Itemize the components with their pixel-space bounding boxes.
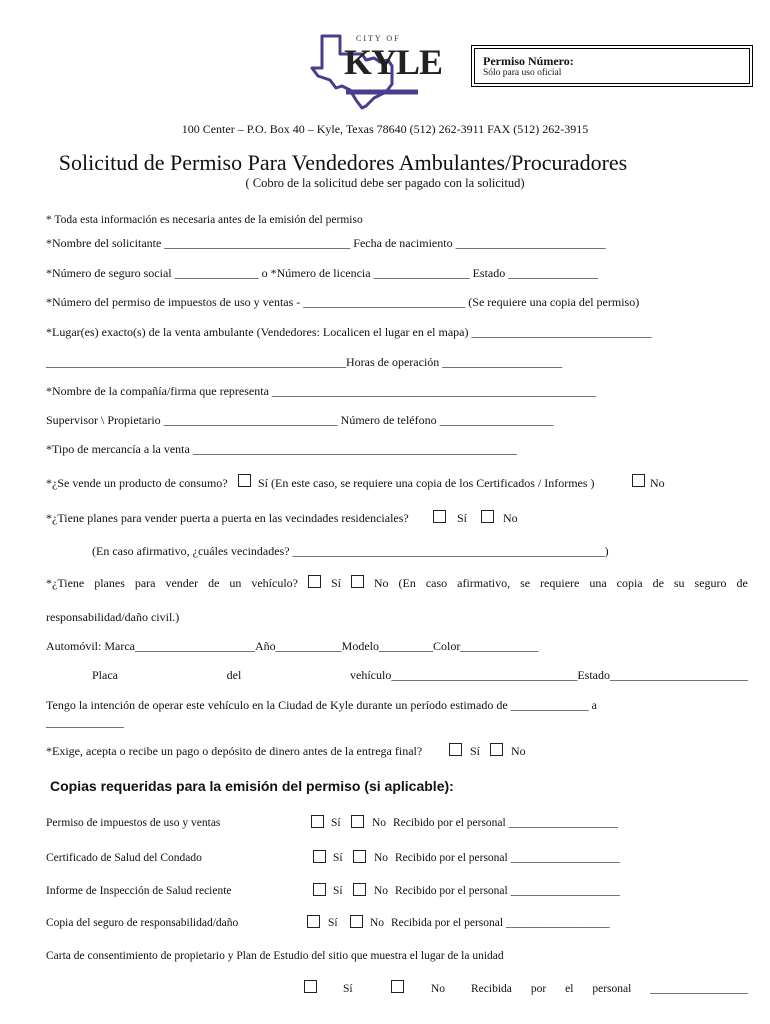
copy-row-received-line[interactable]: Recibido por el personal ___________________ bbox=[395, 852, 620, 864]
copy-row-label: Copia del seguro de responsabilidad/daño bbox=[46, 917, 239, 929]
door-no-checkbox[interactable] bbox=[481, 510, 494, 523]
operation-period-line[interactable]: Tengo la intención de operar este vehículo en la Ciudad de Kyle durante un período estimado de _____________ a bbox=[46, 698, 597, 712]
consent-yes-checkbox[interactable] bbox=[304, 980, 317, 993]
copy-row-no-label: No bbox=[370, 917, 385, 929]
copy-row-yes-label: Sí bbox=[333, 852, 343, 864]
ssn-license-line[interactable]: *Número de seguro social ______________ o *Número de licencia ________________ Estado _______________ bbox=[46, 266, 599, 280]
sales-tax-permit-line[interactable]: *Número del permiso de impuestos de uso y ventas - ___________________________ (Se requiere una copia del permiso) bbox=[46, 295, 640, 309]
consent-received-word: _________________ bbox=[650, 983, 748, 995]
payment-yes-checkbox[interactable] bbox=[449, 743, 462, 756]
plate-word: Placa bbox=[92, 668, 118, 682]
consent-received-word: Recibida bbox=[471, 983, 512, 995]
copy-row-yes-checkbox[interactable] bbox=[311, 815, 324, 828]
consent-letter-label: Carta de consentimiento de propietario y Plan de Estudio del sitio que muestra el lugar de la unidad bbox=[46, 950, 504, 962]
consumer-no-checkbox[interactable] bbox=[632, 474, 645, 487]
vehicle-note-word: una bbox=[589, 576, 607, 590]
copy-row-yes-checkbox[interactable] bbox=[307, 915, 320, 928]
door-to-door-question: *¿Tiene planes para vender puerta a puerta en las vecindades residenciales? bbox=[46, 511, 409, 525]
permit-number-box bbox=[474, 48, 750, 84]
vehicle-note-word: caso bbox=[425, 576, 448, 590]
supervisor-phone-line[interactable]: Supervisor \ Propietario _____________________________ Número de teléfono ___________________ bbox=[46, 413, 554, 427]
copy-row-no-checkbox[interactable] bbox=[350, 915, 363, 928]
consent-received-word: el bbox=[565, 983, 574, 995]
neighborhoods-line[interactable]: (En caso afirmativo, ¿cuáles vecindades? ____________________________________________________) bbox=[92, 544, 609, 558]
copy-row-yes-label: Sí bbox=[333, 885, 343, 897]
vehicle-note-word: se bbox=[520, 576, 531, 590]
consent-no-label: No bbox=[431, 983, 446, 995]
logo-name: KYLE bbox=[344, 42, 443, 82]
vehicle-plate-line[interactable] bbox=[92, 668, 748, 683]
vehicle-yes-label: Sí bbox=[330, 576, 341, 590]
plate-word: vehículo_______________________________Estado_______________________ bbox=[350, 668, 748, 682]
copy-row-label: Permiso de impuestos de uso y ventas bbox=[46, 817, 221, 829]
vehicle-question-row bbox=[46, 576, 748, 591]
operation-period-continuation[interactable]: _____________ bbox=[46, 715, 124, 729]
city-of-kyle-logo bbox=[300, 28, 443, 110]
copy-row-no-label: No bbox=[374, 885, 389, 897]
consent-received-line[interactable] bbox=[471, 983, 748, 995]
vehicle-question-word: *¿Tiene bbox=[46, 576, 85, 590]
payment-question: *Exige, acepta o recibe un pago o depósito de dinero antes de la entrega final? bbox=[46, 744, 423, 758]
consumer-product-question: *¿Se vende un producto de consumo? bbox=[46, 476, 228, 490]
copy-row-label: Informe de Inspección de Salud reciente bbox=[46, 885, 232, 897]
permit-number-label: Permiso Número: bbox=[483, 54, 574, 68]
page-title: Solicitud de Permiso Para Vendedores Ambulantes/Procuradores bbox=[58, 150, 628, 175]
vehicle-note-word: de bbox=[736, 576, 748, 590]
copy-row-yes-checkbox[interactable] bbox=[313, 883, 326, 896]
vehicle-question-continuation: responsabilidad/daño civil.) bbox=[46, 610, 180, 624]
consent-yes-label: Sí bbox=[343, 983, 353, 995]
sale-location-line[interactable]: *Lugar(es) exacto(s) de la venta ambulante (Vendedores: Localicen el lugar en el mapa) ______________________________ bbox=[46, 325, 652, 339]
copy-row-yes-label: Sí bbox=[328, 917, 338, 929]
vehicle-question-word: vehículo? bbox=[251, 576, 298, 590]
vehicle-note-word: seguro bbox=[694, 576, 727, 590]
consumer-yes-checkbox[interactable] bbox=[238, 474, 251, 487]
merchandise-type-line[interactable]: *Tipo de mercancía a la venta ______________________________________________________ bbox=[46, 442, 517, 456]
vehicle-note-word: su bbox=[673, 576, 685, 590]
consent-no-checkbox[interactable] bbox=[391, 980, 404, 993]
consumer-yes-label: Sí (En este caso, se requiere una copia de los Certificados / Informes ) bbox=[258, 476, 595, 490]
door-no-label: No bbox=[503, 511, 518, 525]
vehicle-note-word: afirmativo, bbox=[457, 576, 511, 590]
vehicle-no-checkbox[interactable] bbox=[351, 575, 364, 588]
official-use-label: Sólo para uso oficial bbox=[483, 68, 562, 78]
page-subtitle: ( Cobro de la solicitud debe ser pagado con la solicitud) bbox=[245, 176, 525, 190]
vehicle-note-word: de bbox=[652, 576, 664, 590]
required-notice: * Toda esta información es necesaria antes de la emisión del permiso bbox=[46, 214, 363, 226]
applicant-name-line[interactable]: *Nombre del solicitante _______________________________ Fecha de nacimiento _________________________ bbox=[46, 236, 606, 250]
copies-section-title: Copias requeridas para la emisión del permiso (si aplicable): bbox=[50, 778, 454, 794]
copy-row-no-checkbox[interactable] bbox=[353, 850, 366, 863]
consent-received-word: personal bbox=[592, 983, 632, 995]
copy-row-no-label: No bbox=[372, 817, 387, 829]
door-yes-label: Sí bbox=[457, 511, 468, 525]
copy-row-yes-label: Sí bbox=[331, 817, 341, 829]
copy-row-no-label: No bbox=[374, 852, 389, 864]
vehicle-note-word: copia bbox=[616, 576, 643, 590]
vehicle-no-word: No bbox=[373, 576, 389, 590]
copy-row-received-line[interactable]: Recibida por el personal __________________ bbox=[391, 917, 610, 929]
door-yes-checkbox[interactable] bbox=[433, 510, 446, 523]
address-line: 100 Center – P.O. Box 40 – Kyle, Texas 78640 (512) 262-3911 FAX (512) 262-3915 bbox=[181, 122, 589, 136]
copy-row-yes-checkbox[interactable] bbox=[313, 850, 326, 863]
company-name-line[interactable]: *Nombre de la compañía/firma que representa ______________________________________________________ bbox=[46, 384, 596, 398]
payment-no-label: No bbox=[511, 744, 526, 758]
hours-line[interactable]: __________________________________________________Horas de operación ____________________ bbox=[46, 355, 563, 369]
vehicle-question-word: un bbox=[229, 576, 242, 590]
payment-no-checkbox[interactable] bbox=[490, 743, 503, 756]
copy-row-label: Certificado de Salud del Condado bbox=[46, 852, 202, 864]
copy-row-received-line[interactable]: Recibido por el personal ___________________ bbox=[395, 885, 620, 897]
copy-row-no-checkbox[interactable] bbox=[351, 815, 364, 828]
vehicle-question-word: para bbox=[134, 576, 156, 590]
consumer-no-label: No bbox=[650, 476, 665, 490]
vehicle-note-word: (En bbox=[398, 576, 416, 590]
vehicle-make-line[interactable]: Automóvil: Marca____________________Año___________Modelo_________Color_____________ bbox=[46, 639, 539, 653]
vehicle-question-word: vender bbox=[165, 576, 199, 590]
vehicle-question-word: de bbox=[208, 576, 220, 590]
copy-row-no-checkbox[interactable] bbox=[353, 883, 366, 896]
logo-city-of: CITY OF bbox=[356, 34, 401, 43]
payment-yes-label: Sí bbox=[470, 744, 481, 758]
vehicle-question-word: planes bbox=[94, 576, 125, 590]
copy-row-received-line[interactable]: Recibido por el personal ___________________ bbox=[393, 817, 618, 829]
vehicle-yes-checkbox[interactable] bbox=[308, 575, 321, 588]
plate-word: del bbox=[226, 668, 242, 682]
vehicle-note-word: requiere bbox=[540, 576, 580, 590]
consent-received-word: por bbox=[530, 983, 547, 995]
